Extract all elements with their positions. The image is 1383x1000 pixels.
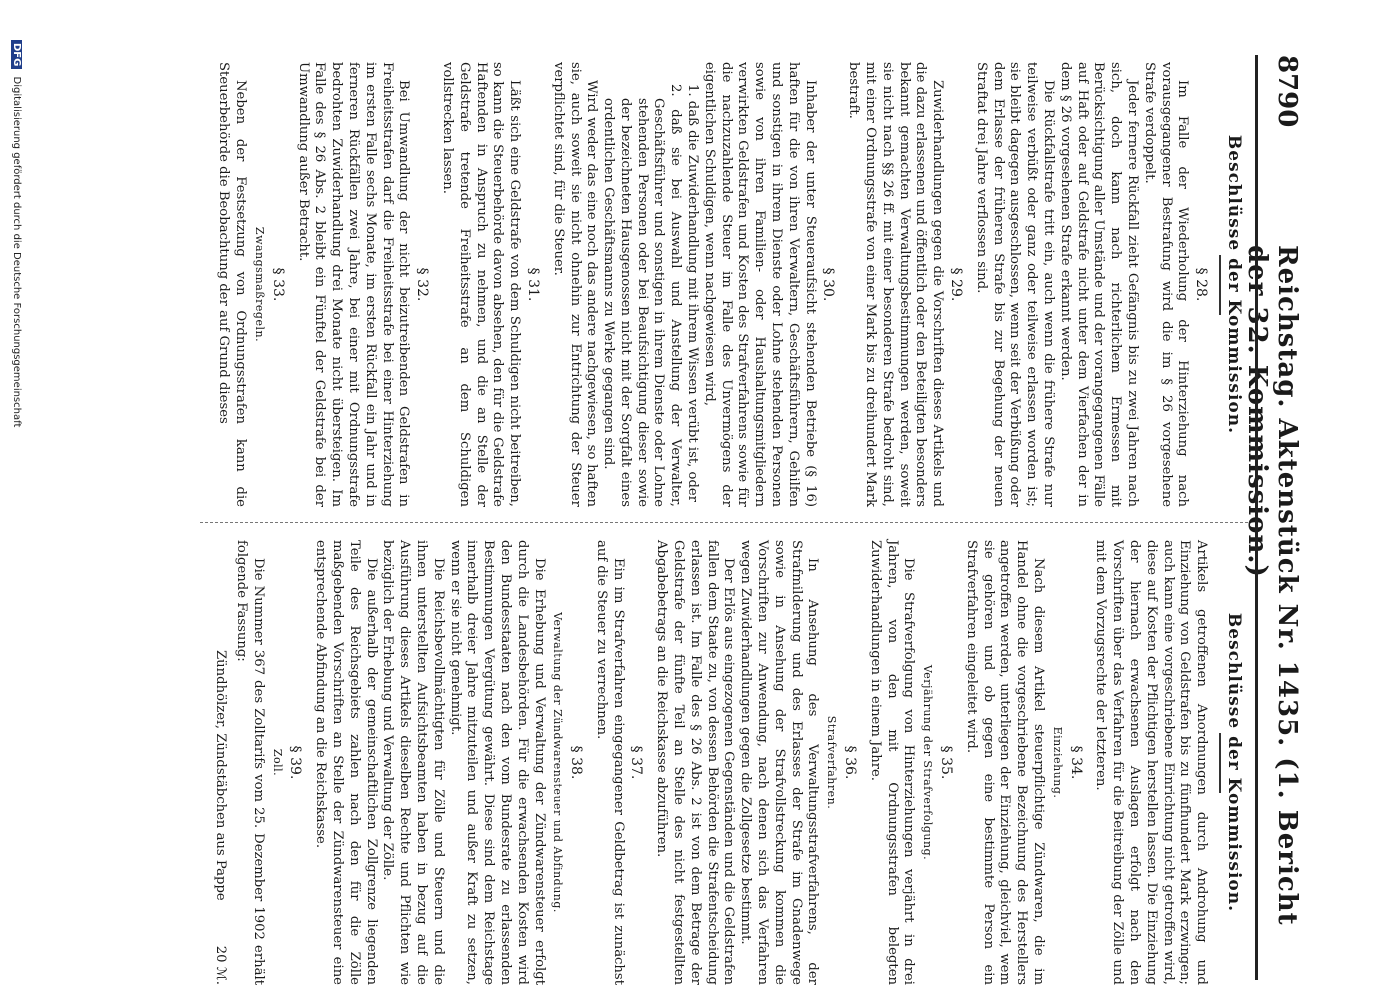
- continuation-paragraph: Artikels getroffenen Anordnungen durch Androhung und Einziehung von Geldstrafen bis zu fünfhundert Mark erzwingen; auch kann eine vorgeschriebene Einrichtung nicht getroffen wird, diese auf Kosten der Pflichtigen herstellen lassen. Die Einziehung der hiernach erwachsenen Auslagen erfolgt nach den Vorschriften über das Verfahren für die Beitreibung der Zölle und mit dem Vorzugsrechte der letzteren.: [1093, 540, 1210, 985]
- section-paragraph: Läßt sich eine Geldstrafe von dem Schuldigen nicht beitreiben, so kann die Steuerbehörde davon absehen, den für die Geldstrafe Haftenden in Anspruch zu nehmen, und die an Stelle der Geldstrafe tretende Freiheitsstrafe an dem Schuldigen vollstrecken lassen.: [439, 62, 523, 507]
- section-number: § 29.: [948, 267, 965, 302]
- section-paragraph: Die außerhalb der gemeinschaftlichen Zollgrenze liegenden Teile des Reichsgebiets zahlen nach den für die Zölle maßgebenden Vorschriften an Stelle der Zündwarensteuer eine entsprechende Abfindung an die Reichskasse.: [313, 540, 379, 985]
- section-paragraph: Inhaber der unter Steueraufsicht stehenden Betriebe (§ 16) haften für die von ihren Verwaltern, Geschäftsführern, Gehilfen und sonstigen in ihrem Dienste oder Lohne stehenden Personen sowie von ihren Familien- oder Haushaltungsmitgliedern verwirkten Geldstrafen und Kosten des Strafverfahrens sowie für die nachzuzahlende Steuer im Falle des Unvermögens der eigentlichen Schuldigen, wenn nachgewiesen wird,: [701, 62, 818, 507]
- section-number: § 31.: [524, 267, 541, 302]
- section-number: § 32.: [414, 267, 431, 302]
- section-paragraph: Neben der Festsetzung von Ordnungsstrafen kann die Steuerbehörde die Beobachtung der auf Grund dieses: [216, 62, 249, 507]
- left-column: [30, 62, 1248, 507]
- section-subtitle: Zoll.: [270, 748, 284, 777]
- section-paragraph: Die Reichsbevollmächtigten für Zölle und Steuern und die ihnen unterstellten Aufsichtsbeamten haben in bezug auf die Ausführung dieses Artikels dieselben Rechte und Pflichten wie bezüglich der Erhebung und Verwaltung der Zölle.: [380, 540, 446, 985]
- section-subtitle: Verjährung der Strafverfolgung.: [921, 664, 935, 861]
- section-subtitle: Zwangsmaßregeln.: [252, 226, 266, 343]
- page-title: Reichstag. Aktenstück Nr. 1435. (1. Bericht der 32. Kommission.): [1242, 245, 1302, 926]
- right-column: [30, 540, 1248, 985]
- heading-rule: [1219, 733, 1221, 793]
- right-column-heading: Beschlüsse der Kommission.: [1224, 612, 1244, 913]
- tariff-rate: 20 ℳ.: [213, 945, 229, 985]
- header-rule: [1255, 55, 1258, 980]
- section-paragraph: In Ansehung des Verwaltungsstrafverfahrens, der Strafmilderung und des Erlasses der Strafe im Gnadenwege sowie in Ansehung der Strafvollstreckung kommen die Vorschriften zur Anwendung, nach denen sich das Verfahren wegen Zuwiderhandlungen gegen die Zollgesetze bestimmt.: [738, 540, 821, 985]
- section-paragraph: Die Nummer 367 des Zolltarifs vom 25. Dezember 1902 erhält folgende Fassung:: [233, 540, 266, 985]
- section-paragraph: Nach diesem Artikel steuerpflichtige Zündwaren, die im Handel ohne die vorgeschriebene Bezeichnung des Herstellers angetroffen werden, unterliegen der Einziehung, gleichviel, wem sie gehören und ob gegen eine bestimmte Person ein Strafverfahren eingeleitet wird.: [963, 540, 1047, 985]
- section-number: § 30.: [820, 267, 837, 302]
- section-paragraph: Die Rückfallstrafe tritt ein, auch wenn die frühere Strafe nur teilweise verbüßt oder ganz oder teilweise erlassen worden ist; sie bleibt dagegen ausgeschlossen, wenn seit der Verbüßung oder dem Erlasse der früheren Strafe bis zur Begehung der neuen Straftat drei Jahre verflossen sind.: [973, 62, 1057, 507]
- section-subtitle: Strafverfahren.: [825, 715, 839, 810]
- section-number: § 36.: [842, 745, 859, 780]
- footer: [11, 40, 22, 427]
- section-paragraph: Die Strafverfolgung von Hinterziehungen verjährt in drei Jahren, von den mit Ordnungsstrafen belegten Zuwiderhandlungen in einem Jahre.: [867, 540, 917, 985]
- section-paragraph: Ein im Strafverfahren eingegangener Geldbetrag ist zunächst auf die Steuer zu verrechnen.: [593, 540, 626, 985]
- tariff-entry: [211, 540, 228, 985]
- left-column-heading: Beschlüsse der Kommission.: [1224, 134, 1244, 435]
- section-number: § 35.: [938, 745, 955, 780]
- section-paragraph: Die Erhebung und Verwaltung der Zündwarensteuer erfolgt durch die Landesbehörden. Für die erwachsenden Kosten wird den Bundesstaaten nach den vom Bundesrate zu erlassenden Bestimmungen Vergütung gewährt. Diese sind dem Reichstage innerhalb dreier Jahre mitzuteilen und außer Kraft zu setzen, wenn er sie nicht genehmigt.: [447, 540, 547, 985]
- page-header: [1242, 55, 1310, 980]
- list-item: 1. daß die Zuwiderhandlung mit ihrem Wissen verübt ist, oder: [685, 84, 701, 503]
- tariff-item: Zündhölzer, Zündstäbchen aus Pappe: [213, 650, 229, 901]
- tariff-row: [211, 540, 228, 985]
- list-item: 2. daß sie bei Auswahl und Anstellung der Verwalter, Geschäftsführer und sonstigen in ihrem Dienste oder Lohne stehenden Personen oder bei Beaufsichtigung dieser sowie der bezeichneten Hausgenossen nicht mit der Sorgfalt eines ordentlichen Geschäftsmanns zu Werke gegangen sind.: [601, 84, 684, 507]
- section-subtitle: Einziehung.: [1050, 726, 1064, 799]
- section-subtitle: Verwaltung der Zündwarensteuer und Abfindung.: [551, 612, 565, 913]
- footer-text: Digitalisierung gefördert durch die Deutsche Forschungsgemeinschaft: [11, 76, 22, 428]
- section-paragraph: Zuwiderhandlungen gegen die Vorschriften dieses Artikels und die dazu erlassenen und öffentlich oder den Beteiligten besonders bekannt gemachten Verwaltungsbestimmungen werden, soweit sie nicht nach §§ 26 ff. mit einer besonderen Strafe bedroht sind, mit einer Ordnungsstrafe von einer Mark bis zu dreihundert Mark bestraft.: [846, 62, 946, 507]
- section-number: § 34.: [1067, 745, 1084, 780]
- dfg-logo: DFG: [11, 40, 22, 69]
- section-paragraph: Jeder fernere Rückfall zieht Gefängnis bis zu zwei Jahren nach sich, doch kann nach richterlichem Ermessen mit Berücksichtigung aller Umstände und der vorangegangenen Fälle auf Haft oder auf Geldstrafe nicht unter dem Vierfachen der in dem § 26 vorgesehenen Strafe erkannt werden.: [1057, 62, 1141, 507]
- section-paragraph: Der Erlös aus eingezogenen Gegenständen und die Geldstrafen fallen dem Staate zu, von dessen Behörden die Strafentscheidung erlassen ist. Im Falle des § 26 Abs. 2 ist von dem Betrage der Geldstrafe der fünfte Teil an Stelle des nicht festgestellten Abgabebetrags an die Reichskasse abzuführen.: [654, 540, 737, 985]
- section-paragraph: Im Falle der Wiederholung der Hinterziehung nach vorausgegangener Bestrafung wird die im § 26 vorgesehene Strafe verdoppelt.: [1141, 62, 1191, 507]
- section-number: § 33.: [269, 267, 286, 302]
- page-number: 8790: [1272, 55, 1302, 128]
- section-paragraph: Bei Umwandlung der nicht beizutreibenden Geldstrafen in Freiheitsstrafen darf die Freiheitsstrafe bei einer Hinterziehung im ersten Falle sechs Monate, im ersten Rückfall ein Jahr und in ferneren Rückfällen zwei Jahre, bei einer mit Ordnungsstrafe bedrohten Zuwiderhandlung drei Monate nicht übersteigen. Im Falle des § 26 Abs. 2 bleibt ein Fünftel der Geldstrafe bei der Umwandlung außer Betracht.: [295, 62, 412, 507]
- section-list: [599, 84, 700, 507]
- column-divider: [200, 522, 1248, 523]
- section-number: § 28.: [1193, 267, 1210, 302]
- section-number: § 39.: [287, 745, 304, 780]
- section-number: § 38.: [568, 745, 585, 780]
- heading-rule: [1219, 255, 1221, 315]
- section-paragraph: Wird weder das eine noch das andere nachgewiesen, so haften sie, auch soweit sie nicht ohnehin zur Entrichtung der Steuer verpflichtet sind, für die Steuer.: [550, 62, 600, 507]
- section-number: § 37.: [628, 745, 645, 780]
